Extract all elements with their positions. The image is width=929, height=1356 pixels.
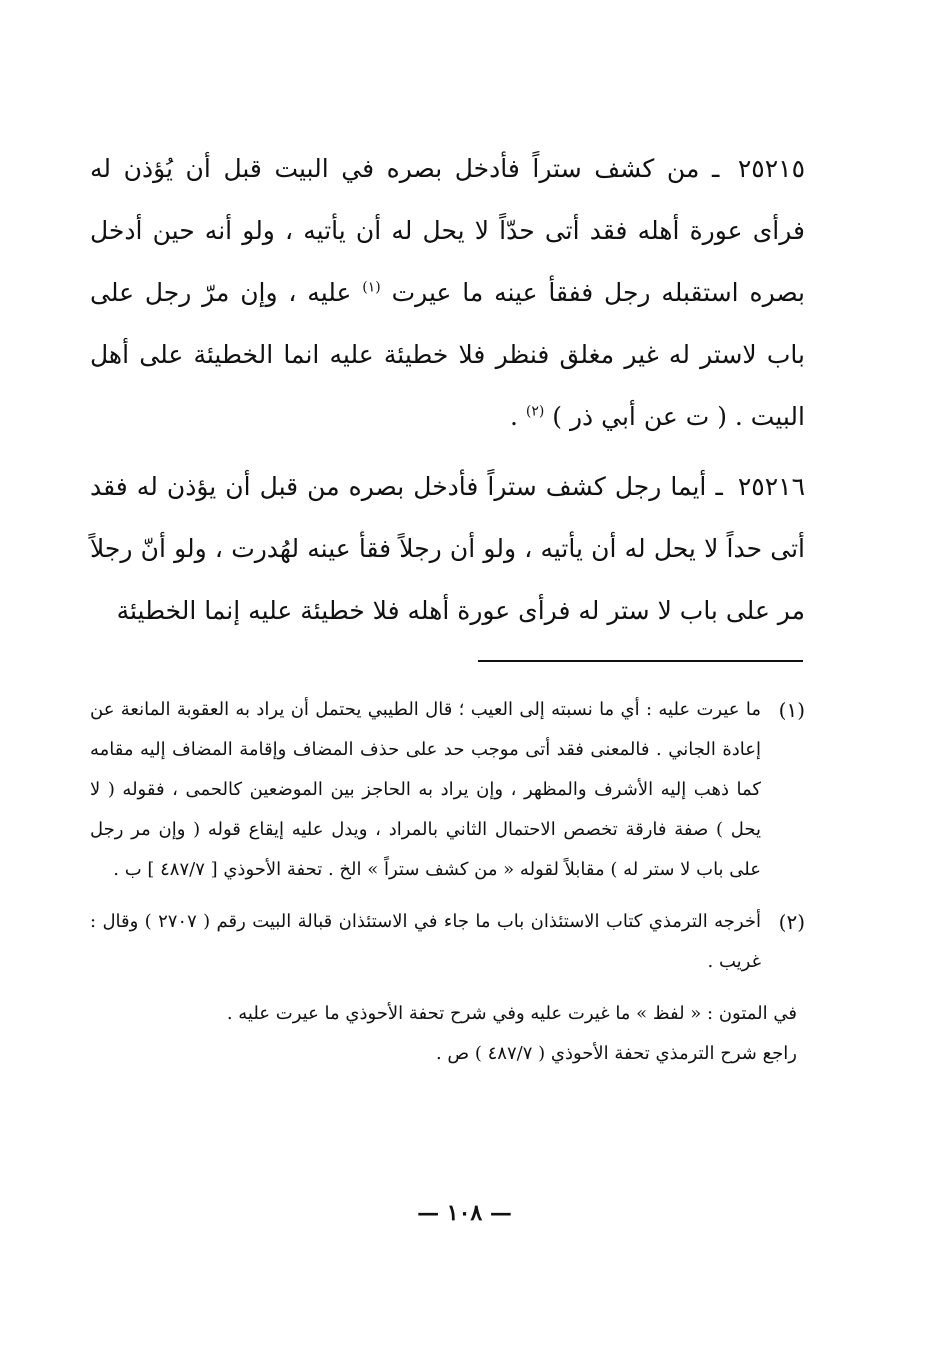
footnote-ref-2[interactable]: (٢) bbox=[525, 403, 545, 420]
footnote-separator bbox=[478, 660, 803, 662]
footnote-2 bbox=[90, 902, 805, 982]
hadith-25216 bbox=[90, 456, 805, 642]
hadith-end-mark: . bbox=[509, 402, 518, 431]
footnote-text: أخرجه الترمذي كتاب الاستئذان باب ما جاء في الاستئذان قبالة البيت رقم ( ٢٧٠٧ ) وقال : غريب . bbox=[90, 911, 761, 972]
footnote-text: ما عيرت عليه : أي ما نسبته إلى العيب ؛ قال الطيبي يحتمل أن يراد به العقوبة المانعة عن إعادة الجاني . فالمعنى فقد أتى موجب حد على حذف المضاف وإقامة المضاف إليه مقامه كما ذهب إليه الأشرف والمظهر ، وإن يراد به الحاجز بين الموضعين كالحمى ، فقوله ( لا يحل ) صفة فارقة تخصص الاحتمال الثاني بالمراد ، ويدل عليه إيقاع قوله ( وإن مر رجل على باب لا ستر له ) مقابلاً لقوله « من كشف ستراً » الخ . تحفة الأحوذي [ ٤٨٧/٧ ] ب . bbox=[90, 699, 761, 880]
hadith-dash: ـ bbox=[711, 154, 720, 183]
footnote-ref-1[interactable]: (١) bbox=[362, 279, 381, 296]
footnote-extra-note: راجع شرح الترمذي تحفة الأحوذي ( ٤٨٧/٧ ) ص . bbox=[435, 1043, 797, 1064]
footnote-number: (١) bbox=[778, 698, 805, 722]
page-number: — ١٠٨ — bbox=[417, 1200, 512, 1226]
hadith-dash: ـ bbox=[715, 472, 723, 501]
hadith-text: من كشف ستراً فأدخل بصره في البيت قبل أن يُؤذن له فرأى عورة أهله فقد أتى حدّاً لا يحل له أن يأتيه ، ولو أنه حين أدخل بصره استقبله رجل ففقأ عينه ما عيرت bbox=[90, 154, 805, 307]
hadith-text-continued: عليه ، وإن مرّ رجل على باب لاستر له غير مغلق فنظر فلا خطيئة عليه انما الخطيئة على أهل البيت . ( ت عن أبي ذر ) bbox=[90, 278, 805, 431]
hadith-number: ٢٥٢١٥ bbox=[737, 154, 805, 183]
footnote-number: (٢) bbox=[778, 910, 805, 934]
hadith-number: ٢٥٢١٦ bbox=[737, 472, 806, 501]
hadith-text: أيما رجل كشف ستراً فأدخل بصره من قبل أن يؤذن له فقد أتى حداً لا يحل له أن يأتيه ، ولو أن رجلاً فقأ عينه لهُدرت ، ولو أنّ رجلاً مر على باب لا ستر له فرأى عورة أهله فلا خطيئة عليه إنما الخطيئة bbox=[90, 472, 805, 625]
main-text bbox=[90, 138, 805, 642]
footnotes bbox=[90, 690, 805, 1074]
hadith-25215 bbox=[90, 138, 805, 448]
footnote-1 bbox=[90, 690, 805, 890]
footnote-extra-note: في المتون : « لفظ » ما غيرت عليه وفي شرح تحفة الأحوذي ما عيرت عليه . bbox=[226, 1003, 797, 1024]
